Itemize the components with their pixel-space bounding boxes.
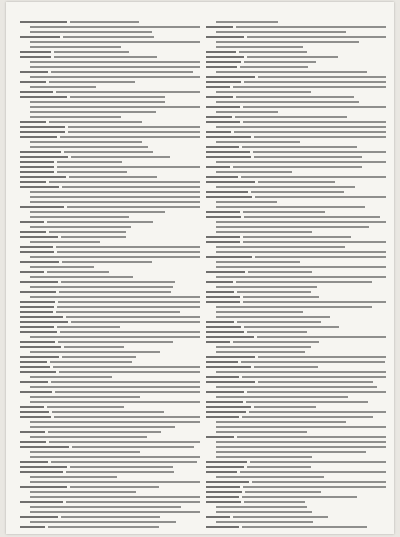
- directory-entry-line: [20, 524, 200, 529]
- directory-page: [6, 2, 394, 534]
- right-column: [206, 19, 386, 531]
- directory-entry-line: [206, 524, 386, 529]
- left-column: [20, 19, 200, 531]
